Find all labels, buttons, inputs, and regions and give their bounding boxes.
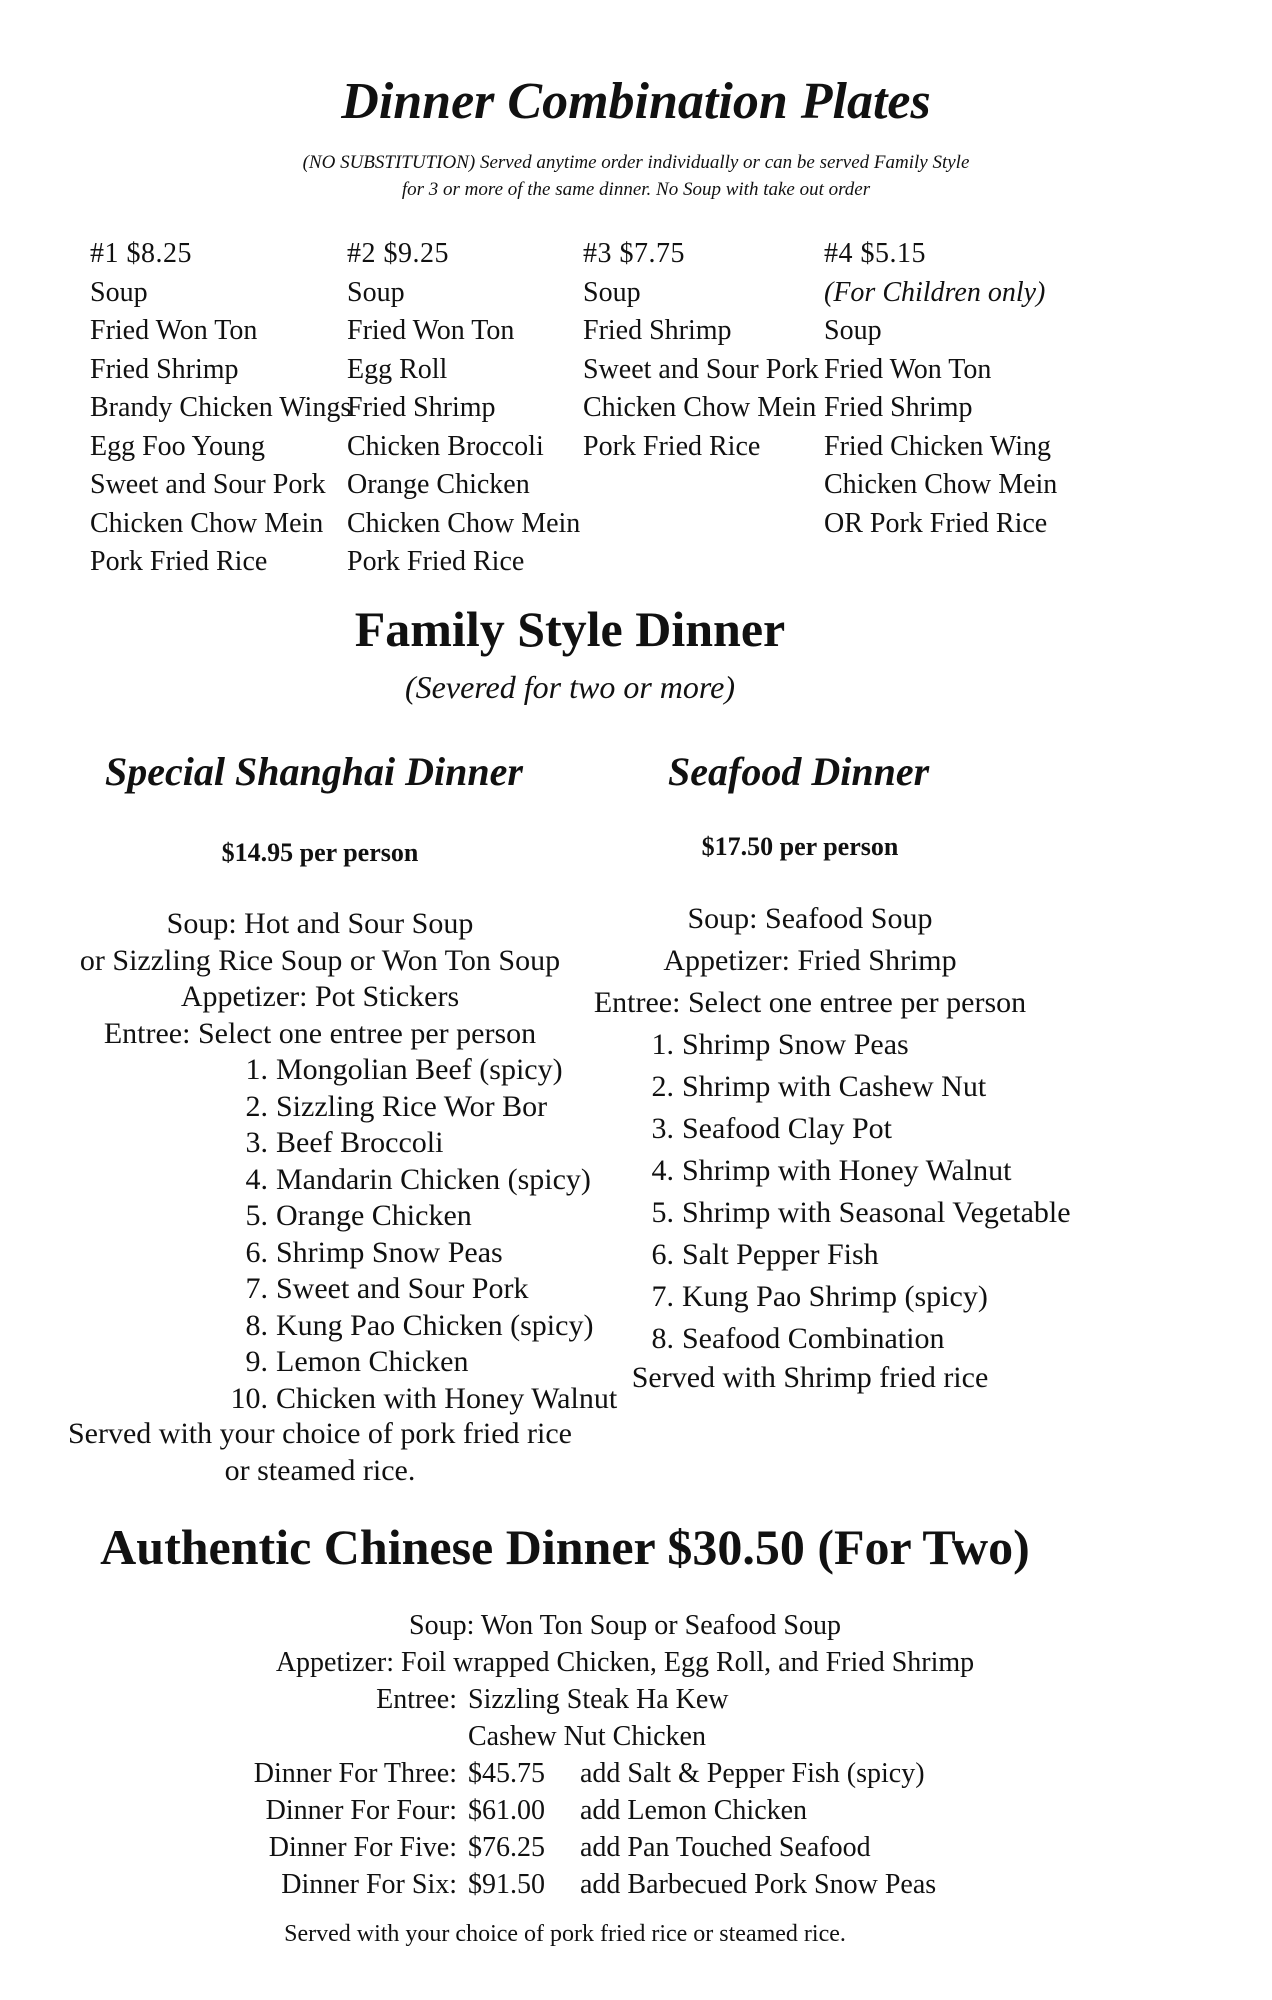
list-item: 5. Orange Chicken — [245, 1199, 472, 1232]
plate-number-price: #4 $5.15 — [824, 238, 926, 269]
option-label: Dinner For Six: — [281, 1869, 457, 1900]
option-price: $91.50 — [468, 1869, 545, 1900]
seafood-served: Served with Shrimp fried rice — [631, 1361, 989, 1394]
plate-item: Fried Won Ton — [347, 315, 515, 346]
option-price: $61.00 — [468, 1795, 545, 1826]
seafood-price: $17.50 per person — [701, 832, 899, 861]
authentic-title: Authentic Chinese Dinner $30.50 (For Two) — [100, 1519, 1030, 1575]
option-add: add Barbecued Pork Snow Peas — [580, 1869, 937, 1900]
authentic-appetizer: Appetizer: Foil wrapped Chicken, Egg Roll, and Fried Shrimp — [275, 1647, 975, 1678]
plate-item: Chicken Chow Mein — [90, 507, 324, 539]
family-title: Family Style Dinner — [354, 601, 786, 657]
shanghai-soup-line1: Soup: Hot and Sour Soup — [166, 907, 474, 940]
list-item: 4. Shrimp with Honey Walnut — [651, 1154, 1012, 1187]
authentic-option-row — [0, 1830, 1272, 1867]
shanghai-title: Special Shanghai Dinner — [105, 749, 523, 794]
list-item: 6. Shrimp Snow Peas — [245, 1235, 503, 1269]
shanghai-price: $14.95 per person — [221, 838, 419, 867]
option-add: add Pan Touched Seafood — [580, 1832, 871, 1863]
plate-item: Fried Won Ton — [824, 353, 992, 385]
shanghai-served — [40, 1416, 600, 1489]
family-subtitle: (Severed for two or more) — [405, 669, 735, 705]
list-item: 3. Beef Broccoli — [245, 1126, 444, 1159]
combination-note-line2: for 3 or more of the same dinner. No Soup with take out order — [401, 179, 871, 200]
list-item: 5. Shrimp with Seasonal Vegetable — [651, 1196, 1071, 1229]
list-item: 3. Seafood Clay Pot — [651, 1112, 892, 1145]
seafood-entree-list — [634, 1024, 1071, 1360]
option-price: $45.75 — [468, 1758, 545, 1789]
list-item: 8. Kung Pao Chicken (spicy) — [245, 1308, 594, 1342]
list-item: 10. Chicken with Honey Walnut — [230, 1381, 618, 1415]
option-price: $76.25 — [468, 1832, 545, 1863]
shanghai-served-line1: Served with your choice of pork fried rice — [68, 1417, 572, 1450]
plate-item: Fried Shrimp — [90, 353, 239, 385]
plate-number-price: #3 $7.75 — [583, 238, 685, 269]
shanghai-courses — [40, 906, 600, 1052]
plate-item: Chicken Chow Mein — [583, 392, 817, 423]
plate-note: (For Children only) — [824, 276, 1046, 308]
authentic-served: Served with your choice of pork fried rice or steamed rice. — [284, 1921, 846, 1947]
shanghai-entree-label: Entree: Select one entree per person — [103, 1016, 537, 1050]
plate-item: Brandy Chicken Wings — [90, 392, 352, 423]
list-item: 2. Sizzling Rice Wor Bor — [245, 1089, 548, 1123]
plate-item: OR Pork Fried Rice — [824, 507, 1048, 539]
plate-item: Egg Roll — [347, 353, 448, 385]
list-item: 9. Lemon Chicken — [245, 1345, 469, 1378]
plate-item: Soup — [347, 276, 405, 308]
plate-item: Soup — [583, 276, 641, 308]
plate-item: Pork Fried Rice — [347, 546, 525, 577]
authentic-soup: Soup: Won Ton Soup or Seafood Soup — [409, 1610, 841, 1641]
option-label: Dinner For Three: — [253, 1758, 457, 1789]
plate-number-price: #1 $8.25 — [90, 238, 192, 269]
seafood-soup: Soup: Seafood Soup — [687, 902, 933, 935]
authentic-entree-row — [0, 1719, 1272, 1756]
option-add: add Lemon Chicken — [580, 1795, 808, 1826]
shanghai-served-line2: or steamed rice. — [224, 1453, 416, 1487]
list-item: 7. Sweet and Sour Pork — [245, 1272, 529, 1305]
list-item: 1. Shrimp Snow Peas — [651, 1028, 909, 1061]
plate-2 — [347, 235, 580, 582]
plate-item: Fried Shrimp — [583, 315, 732, 346]
plate-item: Sweet and Sour Pork — [583, 353, 819, 385]
authentic-option-row — [0, 1793, 1272, 1830]
authentic-entree-row — [0, 1682, 1272, 1719]
authentic-entree-label: Entree: — [376, 1684, 457, 1715]
list-item: 7. Kung Pao Shrimp (spicy) — [651, 1280, 988, 1313]
shanghai-entree-list — [228, 1052, 617, 1417]
list-item: 2. Shrimp with Cashew Nut — [651, 1070, 987, 1103]
plate-item: Fried Shrimp — [347, 392, 496, 423]
plate-item: Fried Shrimp — [824, 392, 973, 423]
list-item: 6. Salt Pepper Fish — [651, 1238, 879, 1271]
plate-item: Fried Chicken Wing — [824, 430, 1051, 462]
authentic-option-row — [0, 1867, 1272, 1904]
shanghai-soup-line2: or Sizzling Rice Soup or Won Ton Soup — [79, 943, 561, 977]
authentic-entree-1: Sizzling Steak Ha Kew — [468, 1684, 729, 1715]
plate-4 — [824, 235, 1057, 543]
list-item: 8. Seafood Combination — [651, 1322, 945, 1355]
option-add: add Salt & Pepper Fish (spicy) — [580, 1758, 925, 1789]
plate-item: Sweet and Sour Pork — [90, 469, 326, 500]
seafood-appetizer: Appetizer: Fried Shrimp — [663, 944, 957, 977]
authentic-option-row — [0, 1756, 1272, 1793]
plate-number-price: #2 $9.25 — [347, 238, 449, 269]
plate-item: Egg Foo Young — [90, 430, 266, 462]
plate-1 — [90, 235, 351, 582]
plate-item: Pork Fried Rice — [583, 430, 761, 462]
seafood-courses — [580, 898, 1040, 1024]
list-item: 1. Mongolian Beef (spicy) — [245, 1053, 563, 1086]
plate-item: Soup — [824, 315, 882, 346]
plate-3 — [583, 235, 819, 466]
combination-note-line1: (NO SUBSTITUTION) Served anytime order individually or can be served Family Style — [302, 152, 970, 173]
shanghai-appetizer: Appetizer: Pot Stickers — [180, 980, 460, 1013]
plate-item: Chicken Chow Mein — [824, 469, 1058, 500]
authentic-entree-2: Cashew Nut Chicken — [468, 1721, 706, 1752]
plate-item: Chicken Chow Mein — [347, 507, 581, 539]
seafood-title: Seafood Dinner — [668, 749, 930, 794]
option-label: Dinner For Four: — [265, 1795, 457, 1826]
option-label: Dinner For Five: — [268, 1832, 457, 1863]
combination-title: Dinner Combination Plates — [341, 73, 931, 130]
seafood-entree-label: Entree: Select one entree per person — [593, 986, 1027, 1019]
plate-item: Soup — [90, 276, 148, 308]
list-item: 4. Mandarin Chicken (spicy) — [245, 1162, 591, 1196]
plate-item: Fried Won Ton — [90, 315, 258, 346]
plate-item: Orange Chicken — [347, 469, 530, 500]
plate-item: Chicken Broccoli — [347, 430, 544, 462]
plate-item: Pork Fried Rice — [90, 546, 268, 577]
